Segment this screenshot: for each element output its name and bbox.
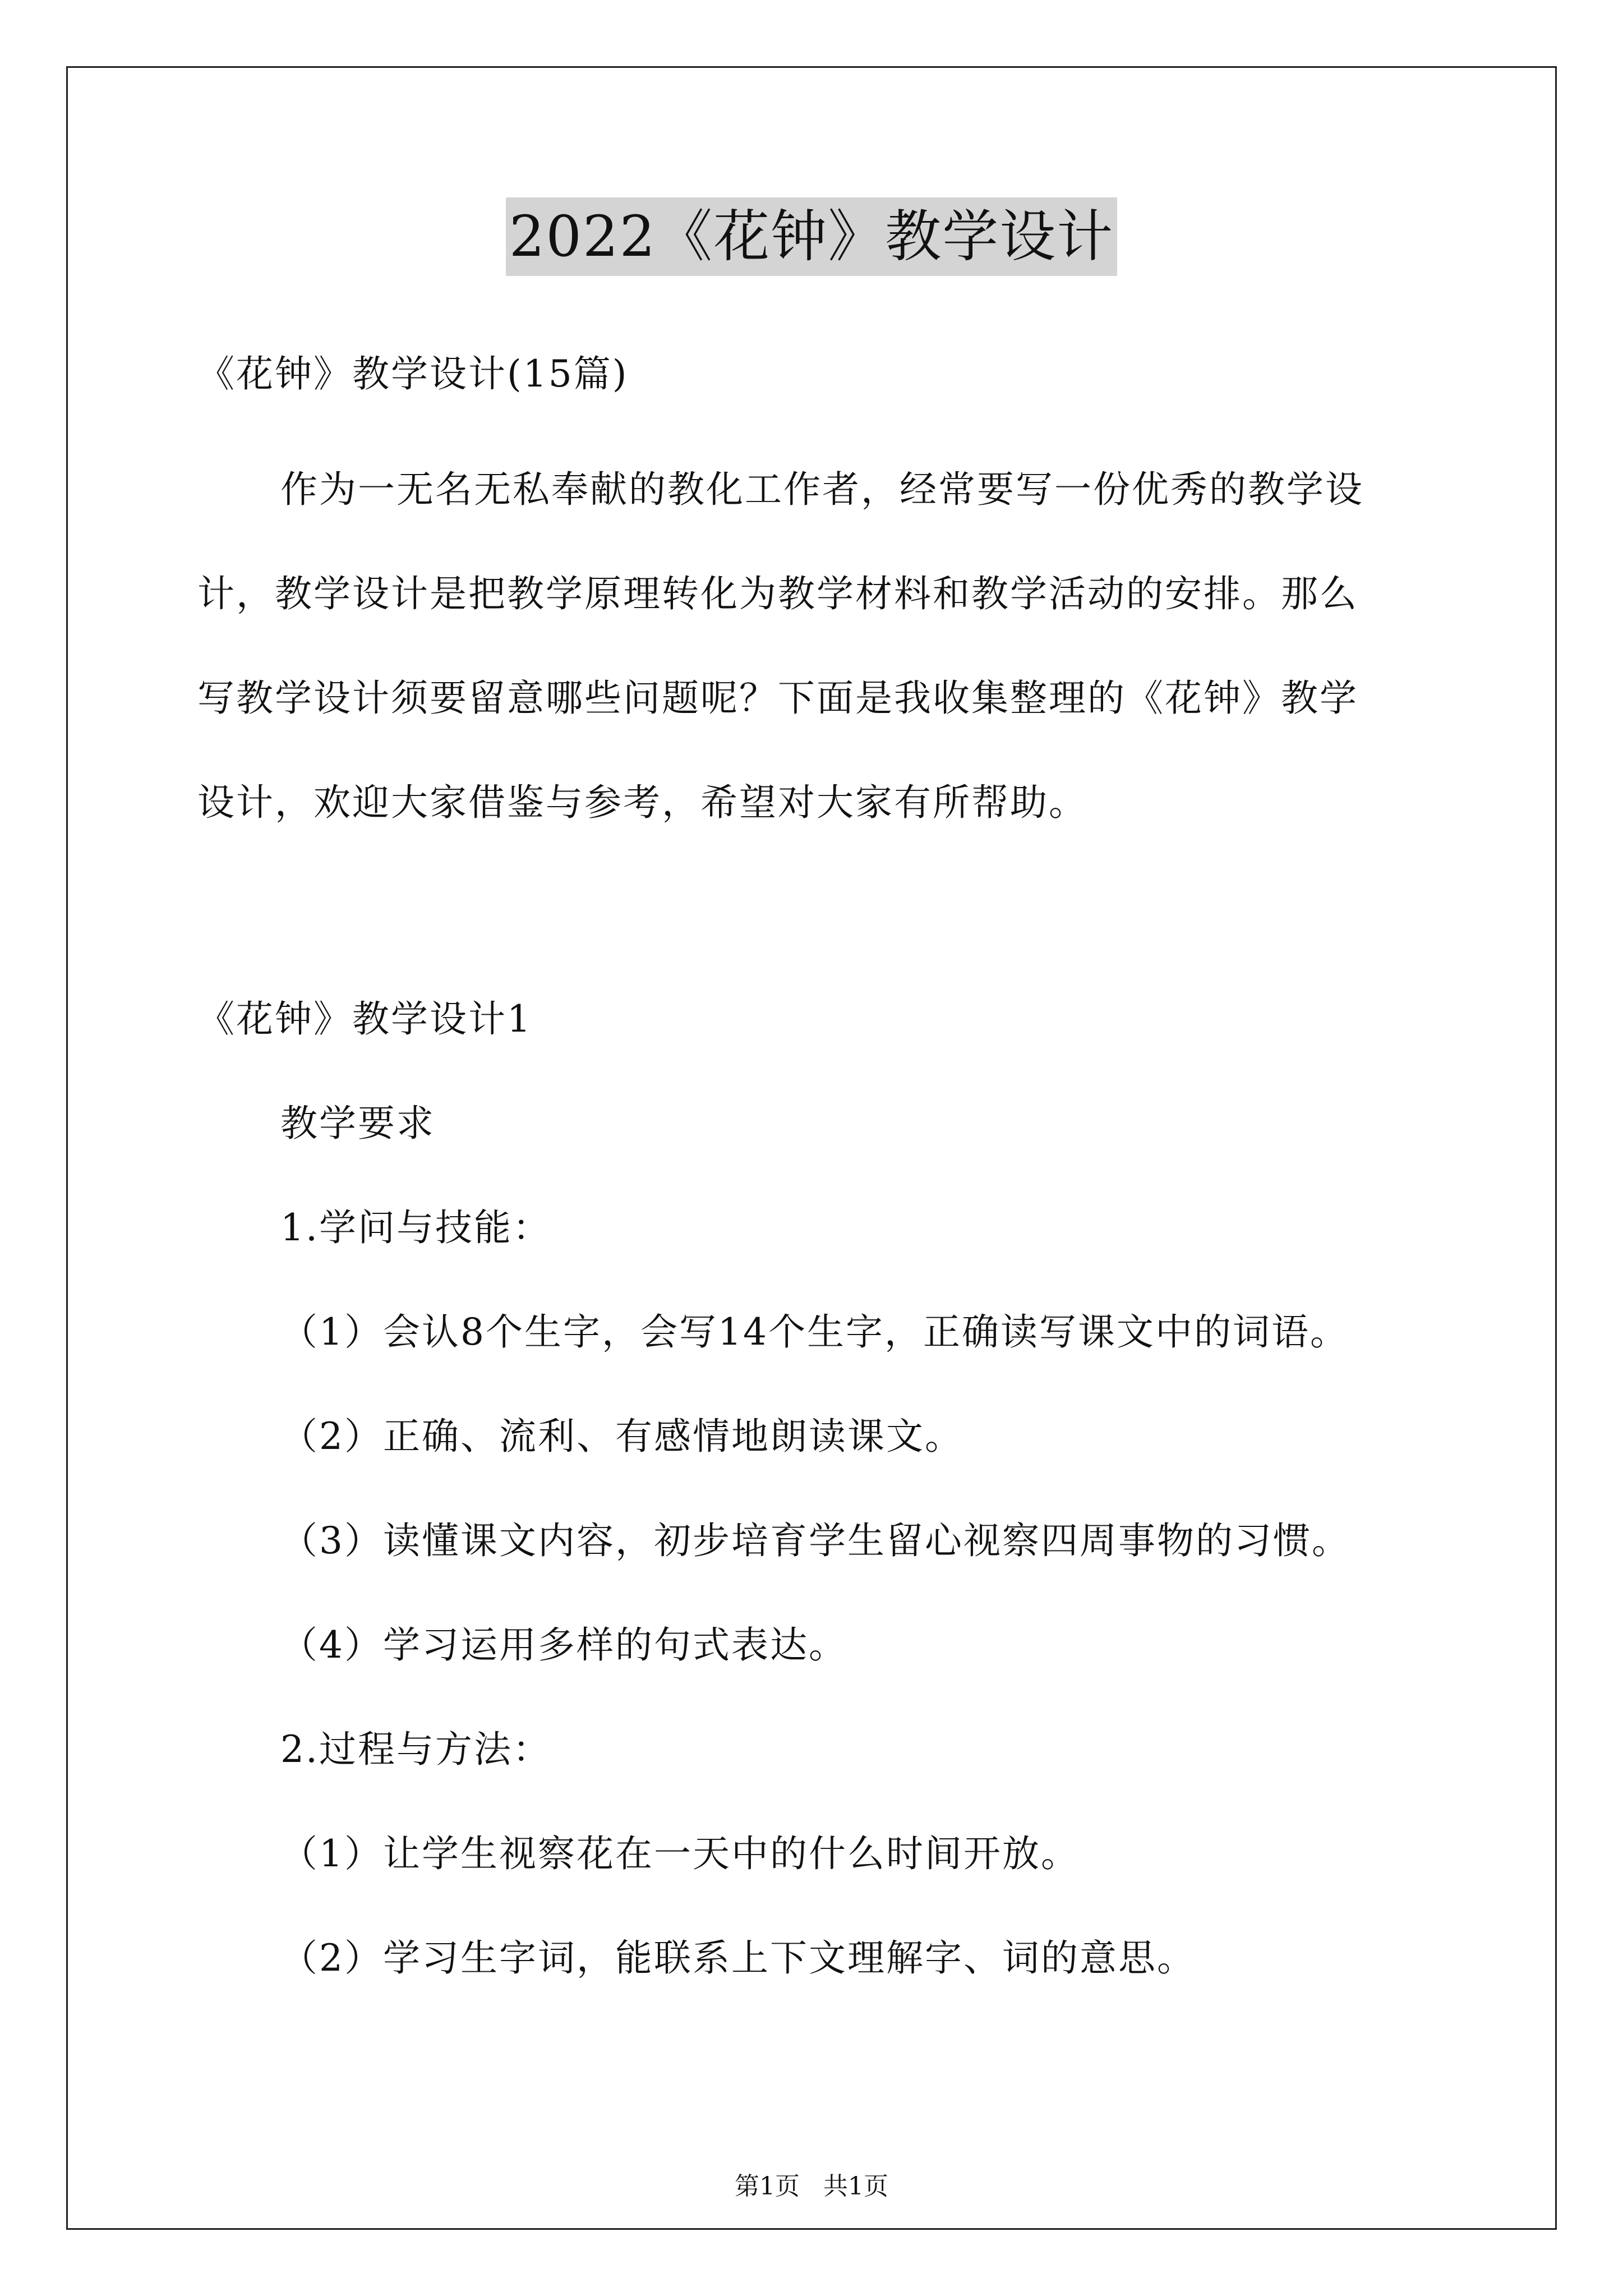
intro-line-1: 作为一无名无私奉献的教化工作者，经常要写一份优秀的教学设 (280, 468, 1364, 511)
title-container (0, 197, 1623, 276)
process-item-2: （2）学习生字词，能联系上下文理解字、词的意思。 (280, 1936, 1196, 1980)
knowledge-item-4: （4）学习运用多样的句式表达。 (280, 1623, 847, 1667)
knowledge-item-3: （3）读懂课文内容，初步培育学生留心视察四周事物的习惯。 (280, 1519, 1350, 1562)
intro-line-3: 写教学设计须要留意哪些问题呢？下面是我收集整理的《花钟》教学 (197, 677, 1358, 720)
process-method-heading: 2.过程与方法： (280, 1728, 551, 1771)
intro-line-4: 设计，欢迎大家借鉴与参考，希望对大家有所帮助。 (197, 781, 1087, 824)
knowledge-skills-heading: 1.学问与技能： (280, 1206, 551, 1249)
teaching-requirements-label: 教学要求 (280, 1102, 435, 1145)
document-title: 2022《花钟》教学设计 (506, 197, 1118, 276)
intro-line-2: 计，教学设计是把教学原理转化为教学材料和教学活动的安排。那么 (197, 572, 1358, 615)
document-subtitle: 《花钟》教学设计(15篇) (197, 352, 629, 395)
process-item-1: （1）让学生视察花在一天中的什么时间开放。 (280, 1832, 1080, 1875)
section-heading: 《花钟》教学设计1 (197, 997, 532, 1041)
page-number-footer: 第1页 共1页 (735, 2172, 888, 2201)
knowledge-item-1: （1）会认8个生字，会写14个生字，正确读写课文中的词语。 (280, 1310, 1349, 1354)
knowledge-item-2: （2）正确、流利、有感情地朗读课文。 (280, 1415, 963, 1458)
